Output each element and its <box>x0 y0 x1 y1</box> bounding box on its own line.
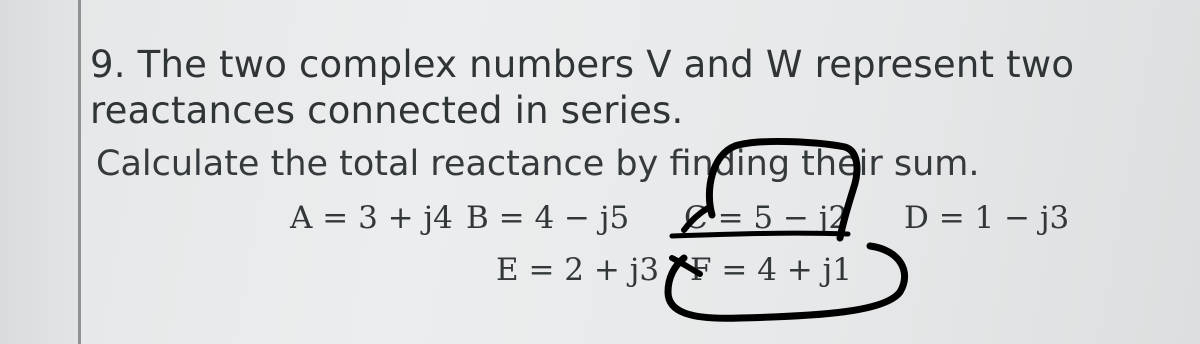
equation-d: D = 1 − j3 <box>904 200 1070 236</box>
margin-rule <box>78 0 81 344</box>
problem-line-2: reactances connected in series. <box>90 89 684 132</box>
problem-line-1: 9. The two complex numbers V and W represent two <box>90 43 1075 86</box>
equation-c: C = 5 − j2 <box>684 200 849 236</box>
problem-statement <box>90 42 1074 134</box>
instruction-text: Calculate the total reactance by finding their sum. <box>96 144 980 184</box>
left-margin <box>0 0 78 344</box>
equation-e: E = 2 + j3 <box>496 252 660 288</box>
equation-a: A = 3 + j4 <box>290 200 453 236</box>
equation-f: F = 4 + j1 <box>690 252 852 288</box>
equation-b: B = 4 − j5 <box>466 200 630 236</box>
